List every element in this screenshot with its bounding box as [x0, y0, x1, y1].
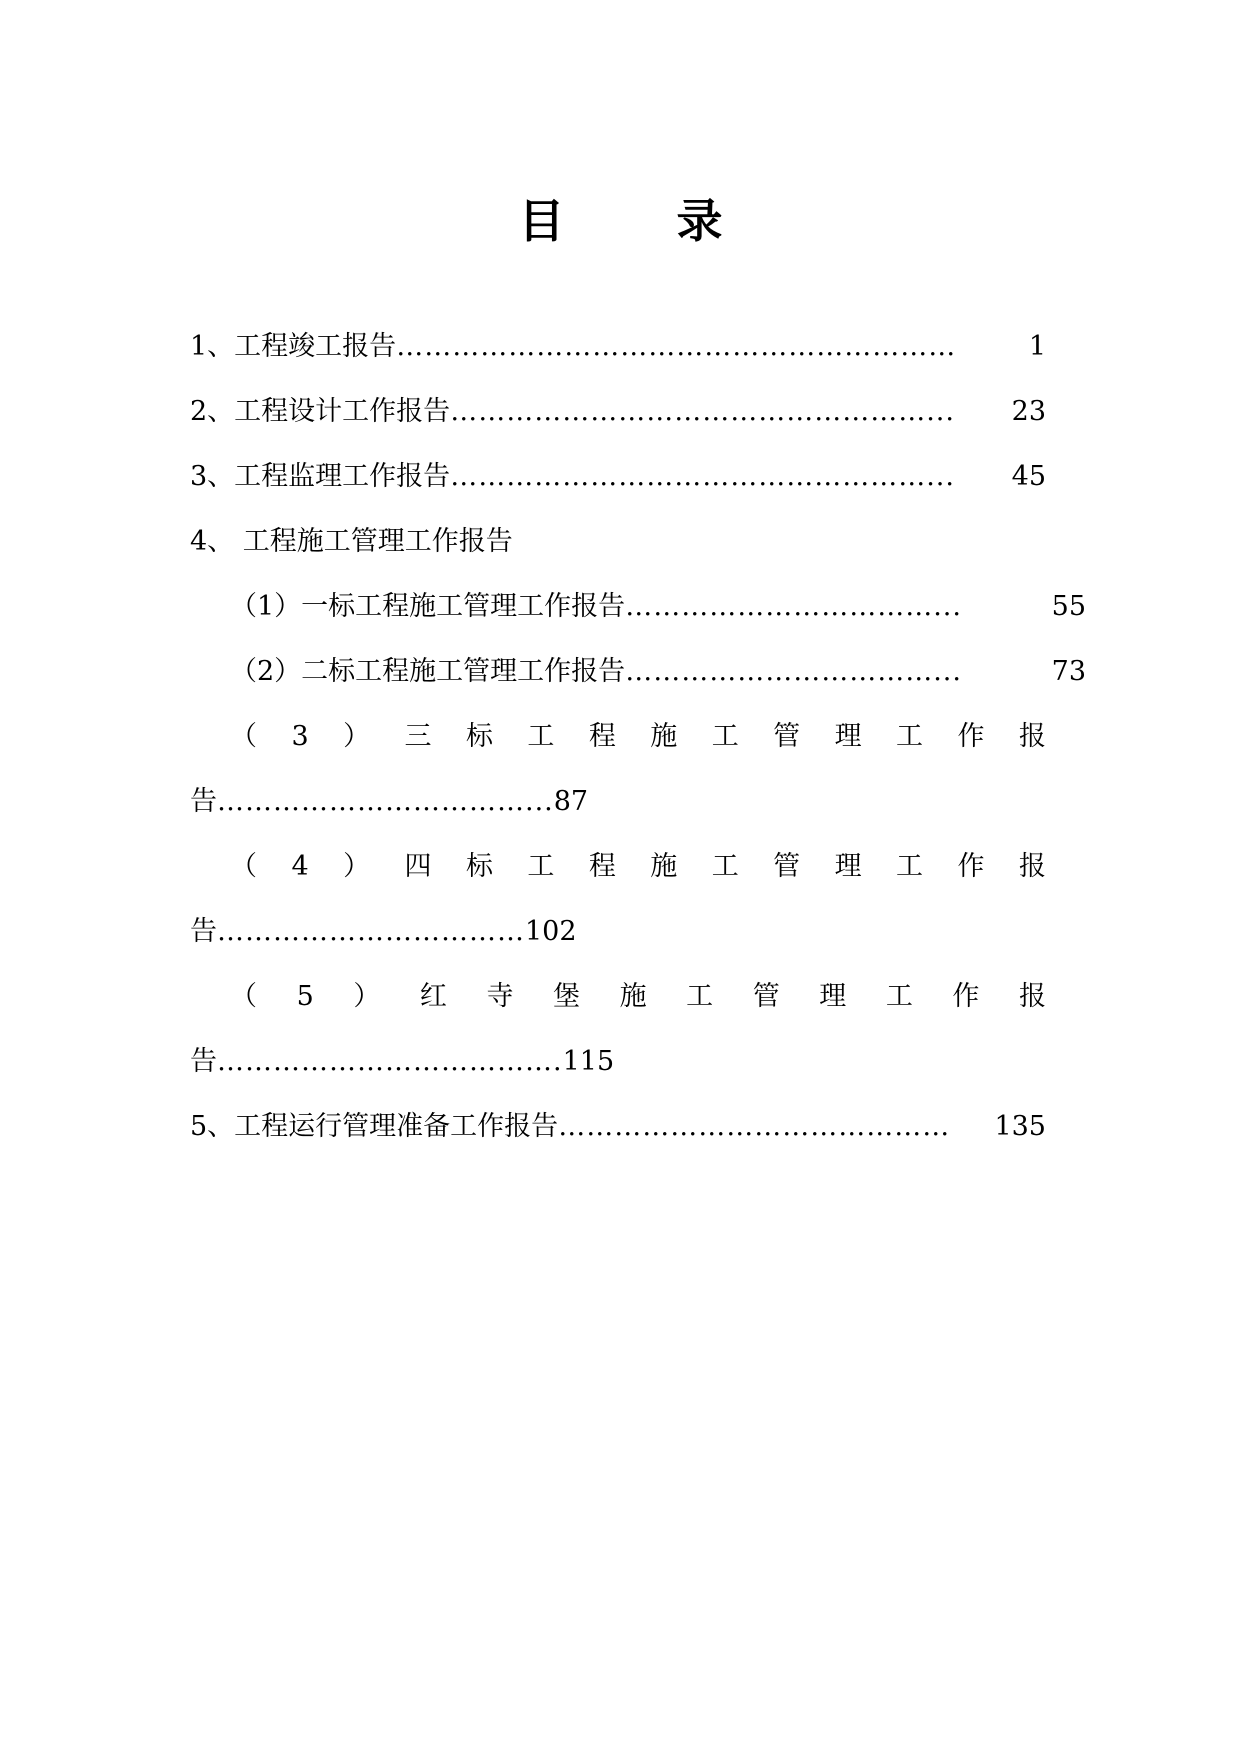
toc-leader-dots: ……………………………………………………: [396, 331, 957, 362]
toc-subentry-2: [190, 650, 1086, 715]
toc-char: 报: [1018, 851, 1046, 882]
toc-char: 程: [588, 721, 616, 752]
toc-char: 施: [650, 721, 678, 752]
toc-char: ）: [353, 981, 381, 1012]
toc-char: 5: [296, 981, 314, 1012]
toc-entry-label: 4、 工程施工管理工作报告: [190, 526, 513, 557]
toc-subentry-3: [190, 715, 1046, 780]
toc-char: 标: [465, 851, 493, 882]
toc-leader-dots: ……………………………...: [217, 786, 554, 817]
toc-char: 标: [465, 721, 493, 752]
toc-char: 红: [419, 981, 447, 1012]
toc-leader-dots: ……………………………: [217, 916, 525, 947]
toc-char: 管: [752, 981, 780, 1012]
toc-char: 工: [527, 721, 555, 752]
toc-subentry-5: [190, 975, 1046, 1040]
toc-page-number: 73: [1051, 656, 1086, 687]
toc-leader-dots: ……………………………...: [625, 591, 962, 622]
toc-char: 理: [834, 851, 862, 882]
toc-char: 管: [773, 721, 801, 752]
toc-char: 工: [885, 981, 913, 1012]
toc-char: 程: [588, 851, 616, 882]
toc-entry-label: 告: [190, 786, 217, 817]
toc-justified-label: [190, 975, 1046, 1019]
toc-entry-1: [190, 325, 1046, 390]
toc-leader-dots: ……………………………….: [217, 1046, 563, 1077]
toc-page-number: 55: [1051, 591, 1086, 622]
table-of-contents: [190, 325, 1086, 1170]
page-title: [0, 194, 1241, 248]
toc-char: 3: [291, 721, 309, 752]
toc-char: 施: [619, 981, 647, 1012]
toc-char: 工: [711, 851, 739, 882]
toc-entry-label: （2）二标工程施工管理工作报告: [230, 656, 626, 687]
toc-char: 三: [404, 721, 432, 752]
toc-page-number: 102: [525, 916, 577, 947]
toc-char: 管: [773, 851, 801, 882]
toc-page-number: 1: [1028, 331, 1046, 362]
toc-page-number: 23: [1011, 396, 1046, 427]
toc-justified-label: [190, 715, 1046, 759]
toc-leader-dots: ……………………………...: [625, 656, 962, 687]
toc-char: （: [230, 851, 257, 882]
toc-subentry-3-continuation: [190, 780, 1046, 845]
toc-char: 报: [1018, 981, 1046, 1012]
toc-entry-label: 5、工程运行管理准备工作报告: [190, 1111, 559, 1142]
toc-entry-label: 告: [190, 1046, 217, 1077]
toc-page-number: 45: [1011, 461, 1046, 492]
toc-char: 作: [957, 851, 985, 882]
toc-leader-dots: ……………………………………: [558, 1111, 951, 1142]
title-char-2: 录: [676, 194, 723, 248]
toc-entry-label: （1）一标工程施工管理工作报告: [230, 591, 626, 622]
toc-char: 寺: [486, 981, 514, 1012]
toc-char: （: [230, 721, 257, 752]
toc-char: 工: [686, 981, 714, 1012]
toc-entry-4: [190, 520, 1046, 585]
toc-char: 报: [1018, 721, 1046, 752]
toc-entry-label: 告: [190, 916, 217, 947]
toc-page-number: 135: [994, 1111, 1046, 1142]
toc-char: 施: [650, 851, 678, 882]
toc-subentry-5-continuation: [190, 1040, 1046, 1105]
toc-char: 四: [404, 851, 432, 882]
toc-char: 工: [896, 851, 923, 882]
toc-entry-label: 1、工程竣工报告: [190, 331, 397, 362]
toc-char: 工: [527, 851, 555, 882]
toc-char: 作: [957, 721, 985, 752]
toc-char: 4: [291, 851, 309, 882]
toc-char: 工: [711, 721, 739, 752]
toc-entry-2: [190, 390, 1046, 455]
toc-char: 理: [819, 981, 847, 1012]
toc-leader-dots: ……………………………………………...: [450, 396, 955, 427]
toc-char: 作: [952, 981, 980, 1012]
toc-entry-3: [190, 455, 1046, 520]
toc-leader-dots: ……………………………………………...: [450, 461, 955, 492]
toc-entry-label: 2、工程设计工作报告: [190, 396, 451, 427]
toc-char: 理: [834, 721, 862, 752]
title-char-1: 目: [518, 194, 565, 248]
toc-page-number: 87: [553, 786, 589, 817]
toc-subentry-4: [190, 845, 1046, 910]
toc-subentry-1: [190, 585, 1086, 650]
toc-char: 堡: [553, 981, 580, 1012]
toc-subentry-4-continuation: [190, 910, 1046, 975]
toc-entry-5: [190, 1105, 1046, 1170]
toc-char: 工: [896, 721, 923, 752]
toc-char: （: [230, 981, 257, 1012]
toc-char: ）: [343, 721, 371, 752]
toc-entry-label: 3、工程监理工作报告: [190, 461, 451, 492]
toc-justified-label: [190, 845, 1046, 889]
toc-page-number: 115: [562, 1046, 615, 1077]
toc-char: ）: [343, 851, 371, 882]
